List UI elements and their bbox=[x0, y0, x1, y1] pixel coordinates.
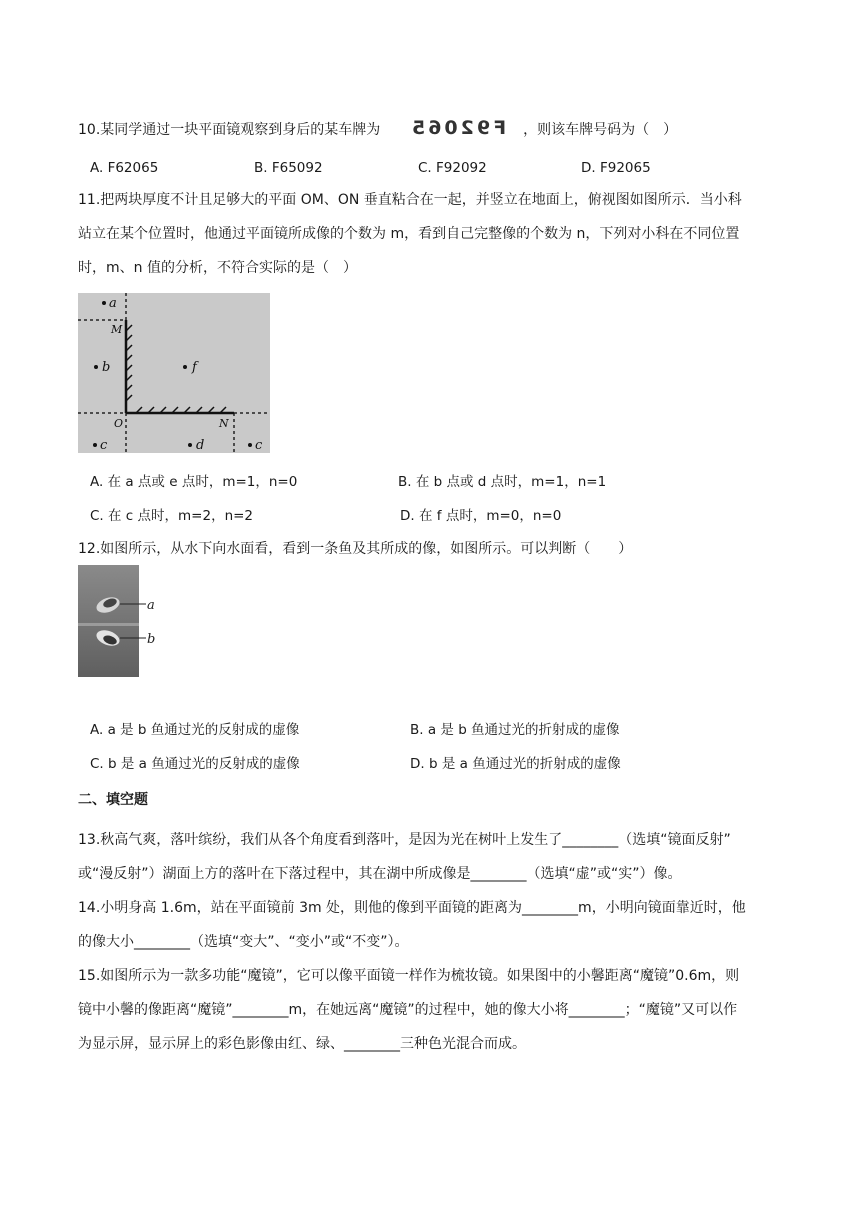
q14-line-1: 14.小明身高 1.6m，站在平面镜前 3m 处，則他的像到平面镜的距离为________m，小明向镜面靠近时，他 bbox=[78, 900, 746, 916]
label-a: a bbox=[109, 296, 117, 311]
q11-option-d[interactable]: D. 在 f 点时，m=0，n=0 bbox=[400, 508, 562, 524]
point-a bbox=[102, 301, 106, 305]
q12-figure-svg bbox=[78, 565, 166, 677]
q15-line-2: 镜中小馨的像距离“魔镜”________m，在她远离“魔镜”的过程中，她的像大小将________；“魔镜”又可以作 bbox=[78, 1002, 738, 1018]
q10-option-c[interactable]: C. F92092 bbox=[418, 160, 487, 176]
q15-line-3: 为显示屏，显示屏上的彩色影像由红、绿、________三种色光混合而成。 bbox=[78, 1036, 526, 1052]
q12-option-c[interactable]: C. b 是 a 鱼通过光的反射成的虚像 bbox=[90, 756, 300, 772]
section-title-fill-in: 二、填空题 bbox=[78, 792, 148, 808]
point-e bbox=[248, 443, 252, 447]
q11-option-c[interactable]: C. 在 c 点时，m=2，n=2 bbox=[90, 508, 254, 524]
label-e: c bbox=[255, 438, 263, 453]
q12-figure-fish bbox=[78, 565, 166, 677]
q11-option-b[interactable]: B. 在 b 点或 d 点时，m=1，n=1 bbox=[398, 474, 607, 490]
q10-stem bbox=[78, 118, 677, 140]
q10-option-b[interactable]: B. F65092 bbox=[254, 160, 323, 176]
q14-line-2: 的像大小________（选填“变大”、“变小”或“不变”）。 bbox=[78, 934, 409, 950]
label-f: f bbox=[192, 360, 197, 375]
label-fish-b: b bbox=[147, 632, 156, 647]
label-n: N bbox=[219, 417, 229, 430]
water-surface bbox=[78, 623, 139, 626]
q12-option-d[interactable]: D. b 是 a 鱼通过光的折射成的虚像 bbox=[410, 756, 621, 772]
q11-line-2: 站立在某个位置时，他通过平面镜所成像的个数为 m，看到自己完整像的个数为 n，下列对小科在不同位置 bbox=[78, 226, 740, 242]
q12-option-b[interactable]: B. a 是 b 鱼通过光的折射成的虚像 bbox=[410, 722, 620, 738]
q10-plate-mirrored: F92065 bbox=[409, 117, 507, 139]
q11-line-3: 时，m、n 值的分析，不符合实际的是（ ） bbox=[78, 260, 357, 276]
label-m: M bbox=[111, 323, 123, 336]
water-photo bbox=[78, 565, 139, 677]
q11-line-1: 11.把两块厚度不计且足够大的平面 OM、ON 垂直粘合在一起，并竖立在地面上，俯视图如图所示．当小科 bbox=[78, 192, 742, 208]
q13-line-2: 或“漫反射”）湖面上方的落叶在下落过程中，其在湖中所成像是________（选填“虚”或“实”）像。 bbox=[78, 866, 682, 882]
q12-stem: 12.如图所示，从水下向水面看，看到一条鱼及其所成的像，如图所示。可以判断（ ） bbox=[78, 541, 633, 557]
q10-stem-after: ，则该车牌号码为（ ） bbox=[523, 122, 678, 138]
point-b bbox=[94, 365, 98, 369]
point-c bbox=[93, 443, 97, 447]
label-d: d bbox=[196, 438, 205, 453]
point-f bbox=[183, 365, 187, 369]
point-d bbox=[188, 443, 192, 447]
q15-line-1: 15.如图所示为一款多功能“魔镜”，它可以像平面镜一样作为梳妆镜。如果图中的小馨距离“魔镜”0.6m，则 bbox=[78, 968, 740, 984]
label-c: c bbox=[100, 438, 108, 453]
label-o: O bbox=[114, 417, 124, 430]
q10-option-d[interactable]: D. F92065 bbox=[581, 160, 651, 176]
q11-figure-mirrors bbox=[78, 293, 270, 453]
label-fish-a: a bbox=[147, 598, 155, 613]
q10-stem-before: 10.某同学通过一块平面镜观察到身后的某车牌为 bbox=[78, 122, 381, 138]
q11-option-a[interactable]: A. 在 a 点或 e 点时，m=1，n=0 bbox=[90, 474, 298, 490]
label-b: b bbox=[102, 360, 111, 375]
q11-figure-svg bbox=[78, 293, 270, 453]
q10-option-a[interactable]: A. F62065 bbox=[90, 160, 159, 176]
q12-option-a[interactable]: A. a 是 b 鱼通过光的反射成的虚像 bbox=[90, 722, 300, 738]
q13-line-1: 13.秋高气爽，落叶缤纷，我们从各个角度看到落叶，是因为光在树叶上发生了________（选填“镜面反射” bbox=[78, 832, 731, 848]
